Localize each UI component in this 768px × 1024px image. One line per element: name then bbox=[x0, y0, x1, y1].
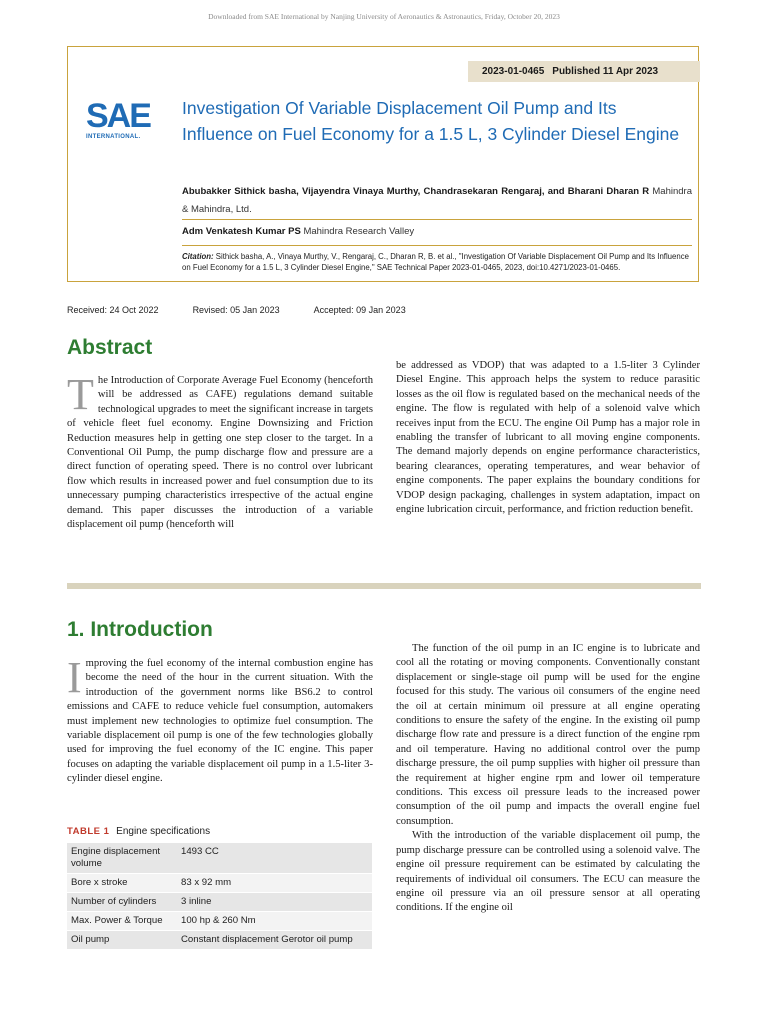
table-cell: Engine displacement volume bbox=[67, 843, 177, 874]
logo-text: SAE bbox=[86, 97, 150, 135]
intro-left-column bbox=[67, 653, 373, 787]
published-date: Published 11 Apr 2023 bbox=[552, 66, 659, 77]
paper-title: Investigation Of Variable Displacement Oil Pump and Its Influence on Fuel Economy for a 1.5 L, 3 Cylinder Diesel Engine bbox=[182, 98, 680, 144]
abstract-right-column bbox=[396, 359, 700, 517]
citation bbox=[182, 251, 694, 273]
table-cell: 3 inline bbox=[177, 893, 372, 912]
revised-date: Revised: 05 Jan 2023 bbox=[192, 305, 280, 315]
authors-group-1 bbox=[182, 183, 692, 219]
citation-text: Sithick basha, A., Vinaya Murthy, V., Rengaraj, C., Dharan R, B. et al., "Investigation Of Variable Displacement Oil Pump and Its Influence on Fuel Economy for a 1.5 L, 3 Cylinder Diesel Engine," SAE Technical Paper 2023-01-0465, 2023, doi:10.4271/2023-01-0465. bbox=[182, 252, 689, 272]
table-row bbox=[67, 893, 372, 912]
citation-label: Citation: bbox=[182, 252, 214, 261]
sae-logo bbox=[86, 99, 156, 145]
table-cell: Constant displacement Gerotor oil pump bbox=[177, 931, 372, 950]
table-cell: 83 x 92 mm bbox=[177, 874, 372, 893]
table-cell: 100 hp & 260 Nm bbox=[177, 912, 372, 931]
abstract-left-column bbox=[67, 370, 373, 532]
table-label: TABLE 1 bbox=[67, 826, 110, 837]
table-caption bbox=[67, 826, 210, 837]
table-row bbox=[67, 931, 372, 950]
abstract-dropcap: T bbox=[67, 370, 94, 419]
author-names-1: Abubakker Sithick basha, Vijayendra Vinaya Murthy, Chandrasekaran Rengaraj, and Bharani Dharan R bbox=[182, 186, 650, 197]
intro-right-column bbox=[396, 642, 700, 916]
abstract-text-left: he Introduction of Corporate Average Fuel Economy (henceforth will be addressed as CAFE) regulations demand suitable technological upgrades to meet the significant increase in targets of vehicle fleet fuel economy. Engine Downsizing and Friction Reduction measures help in getting one step closer to the target. In a Conventional Oil Pump, the pump discharge flow and pressure are a direct function of operating speed. There is no control over lubricant flow which results in increased power and fuel consumption due to its unnecessary pumping characteristics irrespective of the actual engine demand. This paper discusses the introduction of a variable displacement oil pump (henceforth will bbox=[67, 375, 373, 531]
engine-spec-table bbox=[67, 843, 372, 950]
paper-id-bar bbox=[468, 61, 700, 82]
abstract-text-right: be addressed as VDOP) that was adapted to a 1.5-liter 3 Cylinder Diesel Engine. This approach helps the system to reduce parasitic losses as the oil flow is regulated based on the mechanical needs of the engine. The flow is regulated with help of a solenoid valve which receives input from the ECU. The engine Oil Pump has a major role in enabling the transfer of lubricant to all moving engine components. The demand majorly depends on engine performance characteristics, bearing clearances, operating temperatures, and wear behavior of engine components. The paper explains the boundary conditions for VDOP design packaging, challenges in system adaptation, impact on engine lubrication circuit, performance, and friction reduction benefit. bbox=[396, 360, 700, 516]
table-caption-text: Engine specifications bbox=[116, 826, 211, 837]
table-row bbox=[67, 912, 372, 931]
abstract-heading: Abstract bbox=[67, 336, 153, 359]
logo-subtext: INTERNATIONAL. bbox=[86, 134, 141, 140]
received-date: Received: 24 Oct 2022 bbox=[67, 305, 159, 315]
submission-dates bbox=[67, 305, 467, 315]
table-row bbox=[67, 874, 372, 893]
intro-text-left: mproving the fuel economy of the internal combustion engine has become the need of the hour in the current situation. With the introduction of the government norms like BS6.2 to control emissions and CAFE to reduce vehicle fuel consumption, automakers must implement new technologies to optimize fuel consumption. The variable displacement oil pump is one of the few technologies globally used for improving the fuel economy of the IC engine. This paper focuses on adapting the variable displacement oil pump in a 1.5-liter 3-cylinder diesel engine. bbox=[67, 658, 373, 785]
affiliation-1: Mahindra & Mahindra, Ltd. bbox=[182, 186, 692, 215]
author-names-2: Adm Venkatesh Kumar PS bbox=[182, 226, 301, 237]
introduction-heading: 1. Introduction bbox=[67, 618, 213, 641]
intro-dropcap: I bbox=[67, 653, 82, 702]
table-cell: Oil pump bbox=[67, 931, 177, 950]
paper-id: 2023-01-0465 bbox=[482, 66, 545, 77]
author-divider-1 bbox=[182, 219, 692, 220]
intro-paragraph-1: The function of the oil pump in an IC engine is to lubricate and cool all the rotating or moving components. Conventionally constant displacement or single-stage oil pump will be used for the engine focused for this study. The various oil consumers of the engine need the oil at certain minimum oil pressure at all engine operating conditions to ensure the safety of the engine. In the existing oil pump discharge flow rate and pressure is a direct function of the engine rpm and oil temperature. Having no additional control over the pump discharge pressure, the oil pump supplies with higher oil pressure than the requirement at higher engine rpm and lower oil temperature conditions. This excess oil pressure leads to the increased power consumption of the oil pump and impacts the overall engine fuel consumption. bbox=[396, 643, 700, 827]
table-cell: Number of cylinders bbox=[67, 893, 177, 912]
authors-group-2 bbox=[182, 225, 692, 239]
author-divider-2 bbox=[182, 245, 692, 246]
section-divider bbox=[67, 583, 701, 589]
table-row bbox=[67, 843, 372, 874]
affiliation-2: Mahindra Research Valley bbox=[303, 226, 415, 237]
accepted-date: Accepted: 09 Jan 2023 bbox=[313, 305, 406, 315]
table-cell: 1493 CC bbox=[177, 843, 372, 874]
table-cell: Bore x stroke bbox=[67, 874, 177, 893]
header-box bbox=[67, 46, 699, 282]
table-cell: Max. Power & Torque bbox=[67, 912, 177, 931]
download-note: Downloaded from SAE International by Nanjing University of Aeronautics & Astronautics, Friday, October 20, 2023 bbox=[208, 12, 560, 21]
intro-paragraph-2: With the introduction of the variable displacement oil pump, the pump discharge pressure can be controlled using a solenoid valve. The engine oil pressure requirement can be estimated by calculating the requirements of individual oil consumers. The ECU can measure the engine oil pressure via an oil pressure sensor at all operating conditions. If the engine oil bbox=[396, 830, 700, 914]
